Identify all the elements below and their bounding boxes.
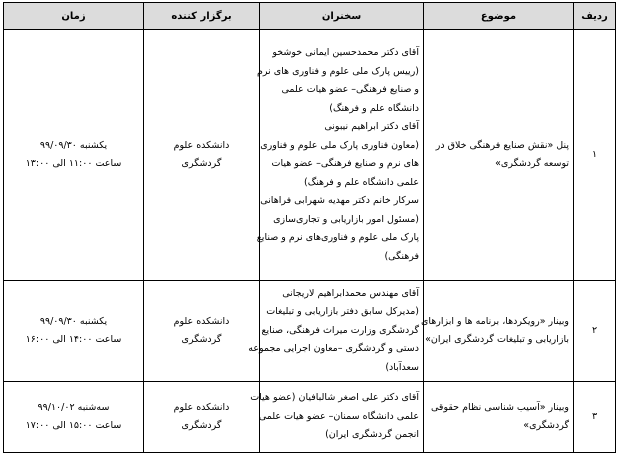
table-row [4,281,616,382]
time-cell [4,281,144,382]
organizer-cell [144,30,260,281]
speaker-line: سعدآباد) [385,361,419,373]
organizer-line: دانشکده علوم [173,401,230,413]
topic-line: وبینار «رویکردها، برنامه ها و ابزارهای [420,315,569,327]
organizer-line: گردشگری [181,334,222,345]
hours-line: ساعت ۱۱:۰۰ الی ۱۳:۰۰ [25,158,122,169]
speaker-line: (مسئول امور بازاریابی و تجاری‌سازی [273,213,419,225]
topic-cell [420,281,574,382]
row-number: ۳ [574,382,616,453]
speaker-line: علمی دانشگاه علم و فرهنگ) [303,176,419,188]
date-line: یکشنبه ۹۹/۰۹/۳۰ [39,139,108,151]
row-number: ۲ [574,281,616,382]
organizer-cell [144,382,260,453]
speaker-line: آقای مهندس محمدابراهیم لاریجانی [282,287,419,299]
topic-line: پنل «نقش صنایع فرهنگی خلاق در [435,139,569,151]
hours-line: ساعت ۱۵:۰۰ الی ۱۷:۰۰ [25,420,122,431]
header-time: زمان [4,3,144,30]
speakers-cell [250,382,424,453]
speaker-line: (معاون فناوری پارک ملی علوم و فناوری [260,139,419,151]
speaker-line: گردشگری وزارت میراث فرهنگی، صنایع [261,324,419,336]
hours-line: ساعت ۱۴:۰۰ الی ۱۶:۰۰ [25,334,122,345]
header-topic: موضوع [424,3,574,30]
time-cell [4,382,144,453]
organizer-cell [144,281,260,382]
time-cell [4,30,144,281]
topic-cell [424,382,574,453]
speaker-line: آقای دکتر علی اصغر شالبافیان (عضو هیات [250,392,419,404]
speakers-cell [256,30,424,281]
organizer-line: گردشگری [181,158,222,169]
schedule-table [3,2,616,453]
date-line: یکشنبه ۹۹/۰۹/۳۰ [39,315,108,327]
speaker-line: (مدیرکل سابق دفتر بازاریابی و تبلیغات [266,306,419,318]
table-row [4,382,616,453]
header-row [4,3,616,30]
organizer-line: دانشکده علوم [173,315,230,327]
speaker-line: و صنایع فرهنگی– عضو هیات علمی [281,84,419,95]
speaker-line: علمی دانشگاه سمنان– عضو هیات علمی [258,410,419,422]
speaker-line: آقای دکتر ابراهیم نیبونی [324,121,419,132]
header-organizer: برگزار کننده [144,3,260,30]
speaker-line: انجمن گردشگری ایران) [325,429,419,441]
organizer-line: دانشکده علوم [173,139,230,151]
speaker-line: سرکار خانم دکتر مهدیه شهرابی فراهانی [260,195,419,206]
speaker-line: فرهنگی) [384,250,419,262]
topic-line: بازاریابی و تبلیغات گردشگری ایران» [425,334,569,345]
speaker-line: آقای دکتر محمدحسین ایمانی خوشخو [272,47,419,58]
table-row [4,30,616,281]
speaker-line: دستی و گردشگری –معاون اجرایی مجموعه [248,343,419,355]
header-speakers: سخنران [260,3,424,30]
topic-cell [424,30,574,281]
speaker-line: های نرم و صنایع فرهنگی– عضو هیات [271,158,419,169]
speakers-cell [248,281,424,382]
speaker-line: (رییس پارک ملی علوم و فناوری های نرم [256,65,419,77]
speaker-line: پارک ملی علوم و فناوری‌های نرم و صنایع [256,232,419,243]
date-line: سه‌شنبه ۹۹/۱۰/۰۲ [37,401,110,413]
speaker-line: دانشگاه علم و فرهنگ) [329,102,419,114]
header-num: ردیف [574,3,616,30]
row-number: ۱ [574,30,616,281]
topic-line: وبینار «آسیب شناسی نظام حقوقی [431,401,569,413]
topic-line: توسعه گردشگری» [495,158,569,169]
topic-line: گردشگری» [523,420,569,431]
organizer-line: گردشگری [181,420,222,431]
